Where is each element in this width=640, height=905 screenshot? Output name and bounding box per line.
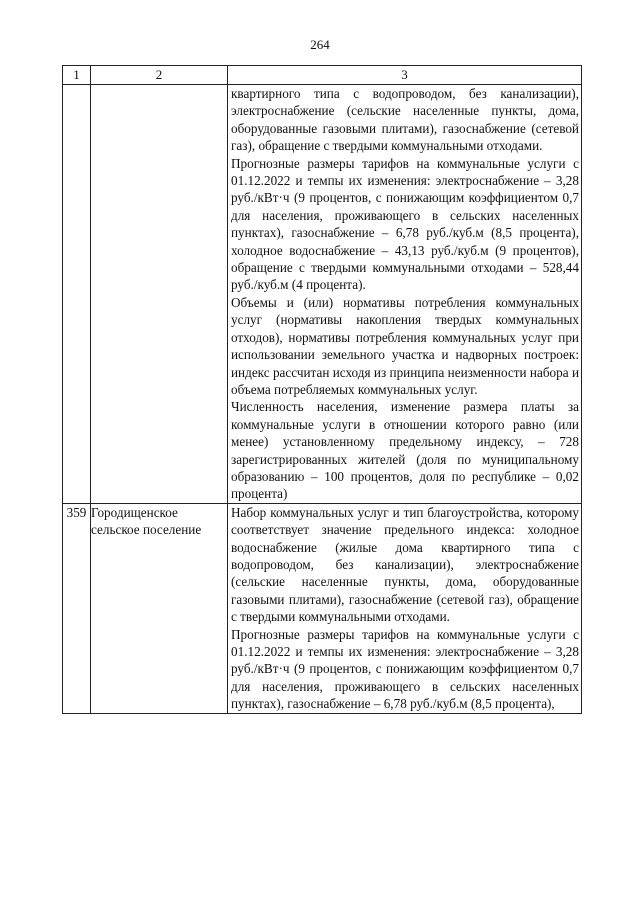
continued-name-cell xyxy=(91,85,228,504)
continued-paragraph-2: Прогнозные размеры тарифов на коммунальные услуги с 01.12.2022 и темпы их изменения: электроснабжение – 3,28 руб./кВт·ч (9 процентов, с понижающим коэффициентом 0,7 для населения, проживающего в сельских населенных пунктах), газоснабжение – 6,78 руб./куб.м (8,5 процента), холодное водоснабжение – 43,13 руб./куб.м (9 процентов), обращение с твердыми коммунальными отходами – 528,44 руб./куб.м (4 процента). xyxy=(231,155,579,293)
continued-number-cell xyxy=(63,85,91,504)
header-col-3: 3 xyxy=(228,66,582,85)
row-359-text-cell xyxy=(228,503,582,713)
table-row-continued xyxy=(63,85,582,504)
continued-paragraph-4: Численность населения, изменение размера платы за коммунальные услуги в отношении которого равно (или менее) установленному предельному индексу, – 728 зарегистрированных жителей (доля по муниципальному образованию – 100 процентов, доля по республике – 0,02 процента) xyxy=(231,399,579,502)
continued-paragraph-3: Объемы и (или) нормативы потребления коммунальных услуг (нормативы накопления твердых коммунальных отходов), нормативы потребления коммунальных услуг при использовании земельного участка и надворных построек: индекс рассчитан исходя из принципа неизменности набора и объема потребляемых коммунальных услуг. xyxy=(231,294,579,397)
row-359-paragraph-2: Прогнозные размеры тарифов на коммунальные услуги с 01.12.2022 и темпы их изменения: электроснабжение – 3,28 руб./кВт·ч (9 процентов, с понижающим коэффициентом 0,7 для населения, проживающего в сельских населенных пунктах), газоснабжение – 6,78 руб./куб.м (8,5 процента), xyxy=(231,626,579,712)
settlement-name: Городищенское сельское поселение xyxy=(91,503,228,713)
continued-paragraph-1: квартирного типа с водопроводом, без канализации), электроснабжение (сельские населенные пункты, дома, оборудованные газовыми плитами), газоснабжение (сетевой газ), обращение с твердыми коммунальными отходами. xyxy=(231,86,579,154)
table-header-row xyxy=(63,66,582,85)
tariff-table xyxy=(62,65,582,714)
header-col-1: 1 xyxy=(63,66,91,85)
continued-text-cell xyxy=(228,85,582,504)
table-row-359 xyxy=(63,503,582,713)
row-number: 359 xyxy=(63,503,91,713)
page-number: 264 xyxy=(310,37,330,52)
row-359-paragraph-1: Набор коммунальных услуг и тип благоустройства, которому соответствует значение предельного индекса: холодное водоснабжение (жилые дома квартирного типа с водопроводом, без канализации), электроснабжение (сельские населенные пункты, дома, оборудованные газовыми плитами), газоснабжение (сетевой газ), обращение с твердыми коммунальными отходами. xyxy=(231,504,579,625)
header-col-2: 2 xyxy=(91,66,228,85)
